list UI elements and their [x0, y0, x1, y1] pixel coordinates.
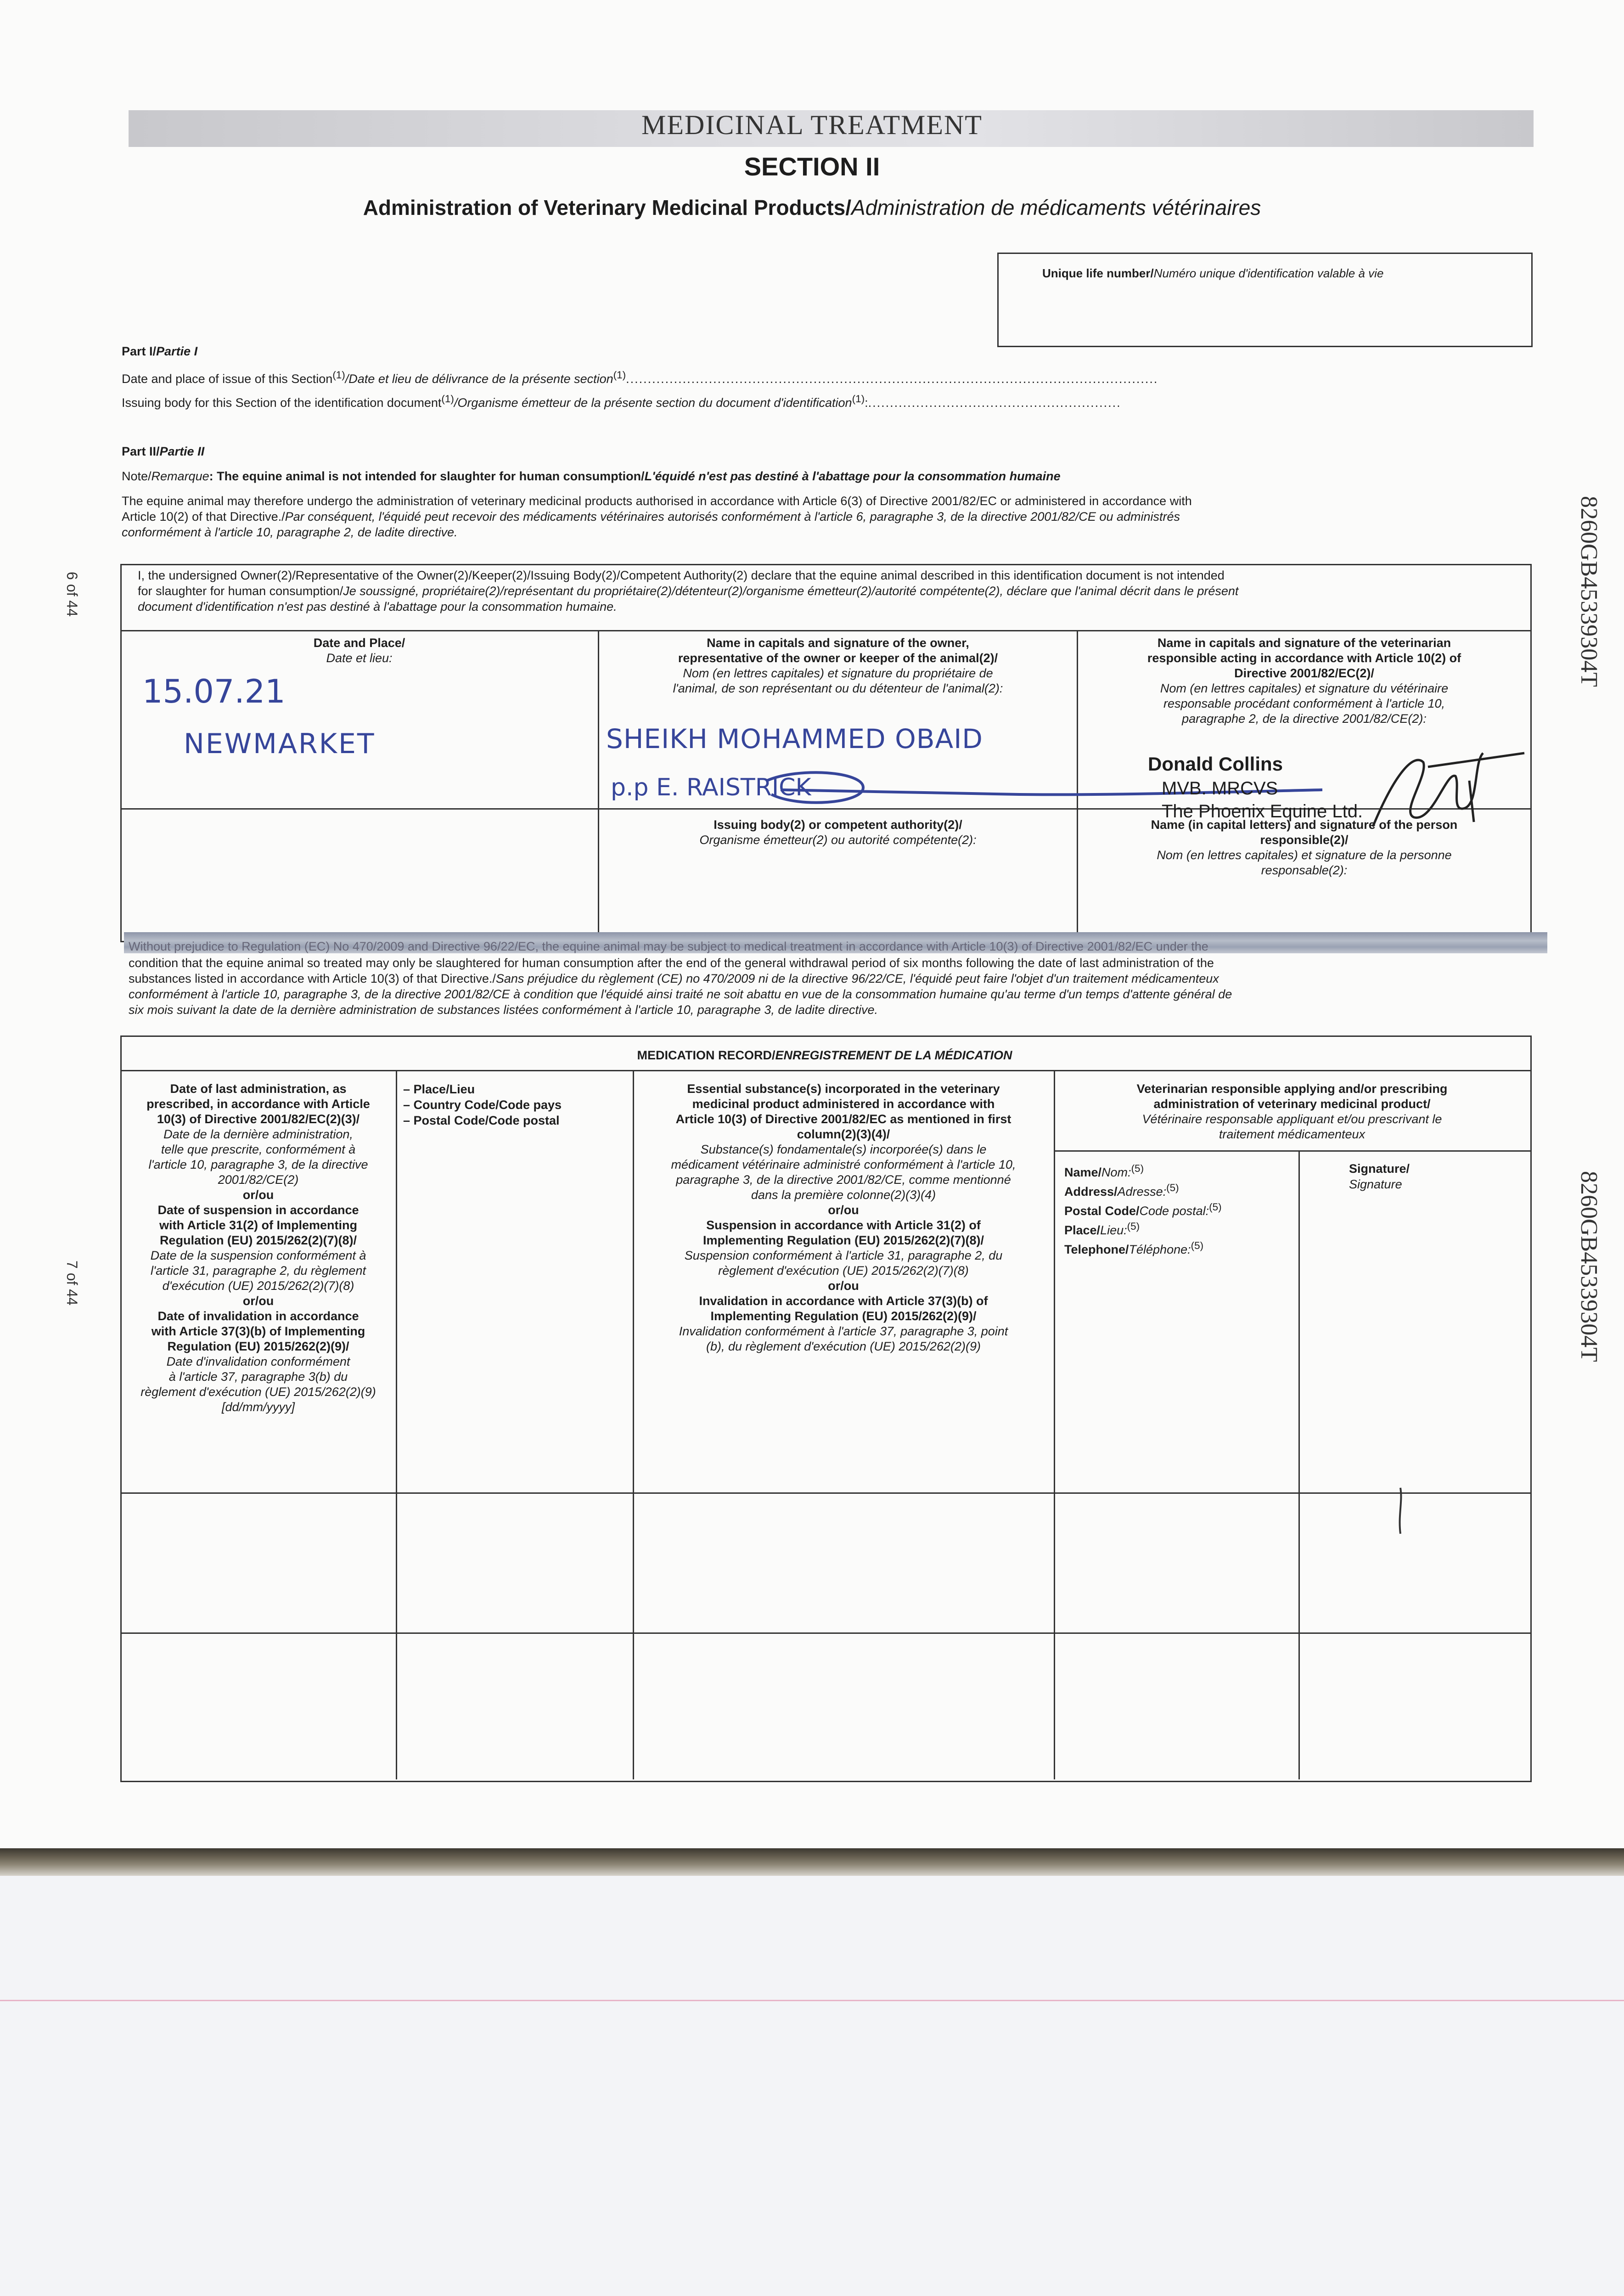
medrec-line: or/ou	[828, 1279, 859, 1293]
vet-stamp-name: Donald Collins	[1148, 753, 1283, 775]
medrec-line: Implementing Regulation (EU) 2015/262(2)(7)(8)/	[702, 1233, 984, 1247]
scan-lower-area	[0, 1876, 1624, 2296]
withdrawal-line-1: Without prejudice to Regulation (EC) No 470/2009 and Directive 96/22/EC, the equine animal may be subject to medical treatment in accordance with Article 10(3) of Directive 2001/82/EC under the	[129, 940, 1208, 953]
scan-page-edge	[0, 1848, 1624, 1876]
medrec-line: Essential substance(s) incorporated in the veterinary	[687, 1082, 1000, 1096]
medrec-line: l'article 31, paragraphe 2, du règlement	[151, 1264, 366, 1277]
page-number-lower: 7 of 44	[64, 1261, 80, 1306]
medrec-line: administration of veterinary medicinal product/	[1153, 1097, 1431, 1111]
medrec-line: column(2)(3)(4)/	[797, 1127, 890, 1141]
medication-record-title: MEDICATION RECORD/ENREGISTREMENT DE LA MÉDICATION	[637, 1048, 1012, 1062]
vet-field-label: Postal Code/Code postal:$^{(5)}$	[1064, 1201, 1222, 1218]
vet-signature	[1359, 735, 1534, 845]
medrec-col-date	[122, 1081, 395, 1415]
declaration-divider	[120, 630, 1530, 631]
medrec-line: Implementing Regulation (EU) 2015/262(2)(9)/	[710, 1309, 977, 1323]
medrec-line: Suspension conformément à l'article 31, paragraphe 2, du	[684, 1249, 1003, 1262]
part1-heading: Part I/Partie I	[122, 344, 198, 358]
medrec-col-vet-fields	[1064, 1161, 1222, 1257]
medrec-line: Substance(s) fondamentale(s) incorporée(s) dans le	[700, 1142, 987, 1156]
col-date-place-header: Date and Place/ Date et lieu:	[313, 636, 405, 665]
part2-para-1: The equine animal may therefore undergo the administration of veterinary medicinal products authorised in accordance with Article 6(3) of Directive 2001/82/EC or administered in accordance with	[122, 494, 1192, 508]
vet-field-label: Address/Adresse:$^{(5)}$	[1064, 1182, 1179, 1199]
col-owner-header: Name in capitals and signature of the owner, representative of the owner or keeper of the animal(2)/ Nom (en lettres capitales) et signature du propriétaire de l'animal, de son représentant ou du détenteur de l'animal(2):	[673, 636, 1003, 695]
medrec-row-divider-2	[120, 1632, 1530, 1634]
medrec-line: Date de la dernière administration,	[163, 1127, 353, 1141]
medrec-line: or/ou	[242, 1294, 274, 1308]
part2-note: Note/Remarque: The equine animal is not intended for slaughter for human consumption/L'équidé n'est pas destiné à l'abattage pour la consommation humaine	[122, 469, 1061, 483]
medrec-line: prescribed, in accordance with Article	[146, 1097, 370, 1111]
medrec-line: Date of invalidation in accordance	[157, 1309, 359, 1323]
medrec-col-divider-4	[1298, 1150, 1300, 1779]
medrec-line: with Article 31(2) of Implementing	[159, 1218, 358, 1232]
handwritten-date: 15.07.21	[142, 673, 286, 710]
withdrawal-line-5: six mois suivant la date de la dernière administration de substances listées conformément à l'article 10, paragraphe 3, de ladite directive.	[129, 1003, 878, 1017]
side-id-upper: 8260GB45339304T	[1576, 496, 1602, 687]
medrec-line: [dd/mm/yyyy]	[221, 1400, 295, 1414]
medrec-col-signature: Signature/ Signature	[1349, 1162, 1410, 1191]
medrec-line: Vétérinaire responsable appliquant et/ou prescrivant le	[1142, 1112, 1442, 1126]
col-vet-header: Name in capitals and signature of the veterinarian responsible acting in accordance with Article 10(2) of Directive 2001/82/EC(2)/ Nom (en lettres capitales) et signature du vétérinaire responsable procédant conformément à l'article 10, paragraphe 2, de la directive 2001/82/CE(2):	[1147, 636, 1461, 726]
issuing-body-cell: Issuing body(2) or competent authority(2)/ Organisme émetteur(2) ou autorité compétente(2):	[699, 818, 977, 847]
medrec-line: traitement médicamenteux	[1219, 1127, 1366, 1141]
medrec-line: règlement d'exécution (UE) 2015/262(2)(7)(8)	[718, 1264, 969, 1277]
medrec-line: 10(3) of Directive 2001/82/EC(2)(3)/	[157, 1112, 360, 1126]
scan-pink-line	[0, 2000, 1624, 2001]
medrec-line: 2001/82/CE(2)	[218, 1173, 299, 1187]
handwritten-owner-name: SHEIKH MOHAMMED OBAID	[606, 723, 983, 754]
medrec-line: règlement d'exécution (UE) 2015/262(2)(9)	[140, 1385, 376, 1399]
handwritten-place: NEWMARKET	[184, 728, 376, 760]
vet-stamp-practice: The Phoenix Equine Ltd.	[1162, 801, 1363, 822]
vet-field-label: Telephone/Téléphone:$^{(5)}$	[1064, 1240, 1204, 1256]
medrec-line: Suspension in accordance with Article 31(2) of	[706, 1218, 981, 1232]
medrec-line: or/ou	[828, 1203, 859, 1217]
medrec-line: or/ou	[242, 1188, 274, 1202]
page-number-upper: 6 of 44	[64, 572, 80, 617]
medrec-line: medicinal product administered in accordance with	[692, 1097, 995, 1111]
part2-heading: Part II/Partie II	[122, 445, 205, 458]
medrec-line: médicament vétérinaire administré conformément à l'article 10,	[671, 1158, 1016, 1171]
medrec-line: Regulation (EU) 2015/262(2)(7)(8)/	[159, 1233, 357, 1247]
medrec-col-vet-header	[1055, 1081, 1529, 1142]
medrec-line: Article 10(3) of Directive 2001/82/EC as mentioned in first	[675, 1112, 1011, 1126]
vet-field-label: Place/Lieu:$^{(5)}$	[1064, 1221, 1140, 1237]
medrec-line: Veterinarian responsible applying and/or prescribing	[1136, 1082, 1448, 1096]
medrec-col-divider-3	[1054, 1070, 1055, 1779]
part1-date-place: Date and place of issue of this Section$^{(1)}$/Date et lieu de délivrance de la présente section$^{(1)}$..........................................................................................................................	[122, 369, 1158, 386]
declaration-line-2: for slaughter for human consumption/Je soussigné, propriétaire(2)/représentant du propriétaire(2)/détenteur(2)/organisme émetteur(2)/autorité compétente(2), déclare que l'animal décrit dans le présent	[138, 584, 1239, 598]
medrec-line: à l'article 37, paragraphe 3(b) du	[169, 1370, 348, 1384]
vet-field-label: Name/Nom:$^{(5)}$	[1064, 1163, 1144, 1179]
medrec-line: Date of last administration, as	[170, 1082, 347, 1096]
medrec-line: Invalidation in accordance with Article 37(3)(b) of	[699, 1294, 988, 1308]
withdrawal-line-3: substances listed in accordance with Article 10(3) of that Directive./Sans préjudice du règlement (CE) no 470/2009 ni de la directive 96/22/CE, l'équidé peut faire l'objet d'un traitement médicamenteux	[129, 972, 1219, 985]
declaration-line-3: document d'identification n'est pas destiné à l'abattage pour la consommation humaine.	[138, 600, 617, 613]
medrec-line: d'exécution (UE) 2015/262(2)(7)(8)	[162, 1279, 354, 1293]
medrec-line: dans la première colonne(2)(3)(4)	[751, 1188, 936, 1202]
part2-para-2: Article 10(2) of that Directive./Par conséquent, l'équidé peut recevoir des médicaments vétérinaires autorisés conformément à l'article 6, paragraphe 3, de la directive 2001/82/CE ou administrés	[122, 510, 1180, 523]
person-responsible-cell: Name (in capital letters) and signature of the person responsible(2)/ Nom (en lettres capitales) et signature de la personne responsable(2):	[1151, 818, 1458, 877]
place-field-label: – Country Code/Code pays	[403, 1098, 562, 1112]
medrec-line: Date de la suspension conformément à	[150, 1249, 366, 1262]
side-id-lower: 8260GB45339304T	[1576, 1171, 1602, 1362]
medrec-line: l'article 10, paragraphe 3, de la directive	[148, 1158, 368, 1171]
medrec-row-divider-1	[120, 1492, 1530, 1494]
subtitle: Administration of Veterinary Medicinal Products/Administration de médicaments vétérinaires	[363, 196, 1261, 219]
medrec-line: Invalidation conformément à l'article 37, paragraphe 3, point	[679, 1324, 1008, 1338]
unique-life-number-label: Unique life number/Numéro unique d'identification valable à vie	[1042, 266, 1384, 280]
medrec-vet-header-divider	[1054, 1150, 1530, 1152]
place-field-label: – Postal Code/Code postal	[403, 1114, 560, 1127]
medrec-line: (b), du règlement d'exécution (UE) 2015/262(2)(9)	[706, 1339, 981, 1353]
medrec-col-substance	[634, 1081, 1053, 1354]
medrec-line: with Article 37(3)(b) of Implementing	[151, 1324, 365, 1338]
margin-tick-mark	[1391, 1483, 1410, 1538]
medrec-line: paragraphe 3, de la directive 2001/82/CE, comme mentionné	[676, 1173, 1011, 1187]
medrec-col-place	[403, 1081, 562, 1128]
part1-issuing-body: Issuing body for this Section of the identification document$^{(1)}$/Organisme émetteur de la présente section du document d'identification$^{(1)}$:..........................................................	[122, 393, 1121, 410]
medrec-line: Date of suspension in accordance	[157, 1203, 359, 1217]
declaration-line-1: I, the undersigned Owner(2)/Representative of the Owner(2)/Keeper(2)/Issuing Body(2)/Competent Authority(2) declare that the equine animal described in this identification document is not intended	[138, 568, 1225, 582]
handwritten-per: p.p E. RAISTRICK	[611, 774, 811, 801]
medrec-header-divider	[120, 1070, 1530, 1071]
medrec-line: Regulation (EU) 2015/262(2)(9)/	[167, 1339, 349, 1353]
withdrawal-line-2: condition that the equine animal so treated may only be slaughtered for human consumption after the end of the general withdrawal period of six months following the date of last administration of the	[129, 956, 1214, 970]
place-field-label: – Place/Lieu	[403, 1082, 475, 1096]
banner-title: MEDICINAL TREATMENT	[641, 110, 983, 140]
part2-para-3: conformément à l'article 10, paragraphe 2, de ladite directive.	[122, 525, 458, 539]
medrec-line: Date d'invalidation conformément	[166, 1355, 350, 1368]
medrec-col-divider-1	[396, 1070, 397, 1779]
withdrawal-line-4: conformément à l'article 10, paragraphe 3, de la directive 2001/82/CE à condition que l'équidé ainsi traité ne soit abattu en vue de la consommation humaine qu'au terme d'un temps d'attente général de	[129, 987, 1232, 1001]
medrec-line: telle que prescrite, conformément à	[161, 1142, 356, 1156]
vet-stamp-quals: MVB. MRCVS	[1162, 778, 1278, 799]
section-title: SECTION II	[744, 152, 880, 181]
